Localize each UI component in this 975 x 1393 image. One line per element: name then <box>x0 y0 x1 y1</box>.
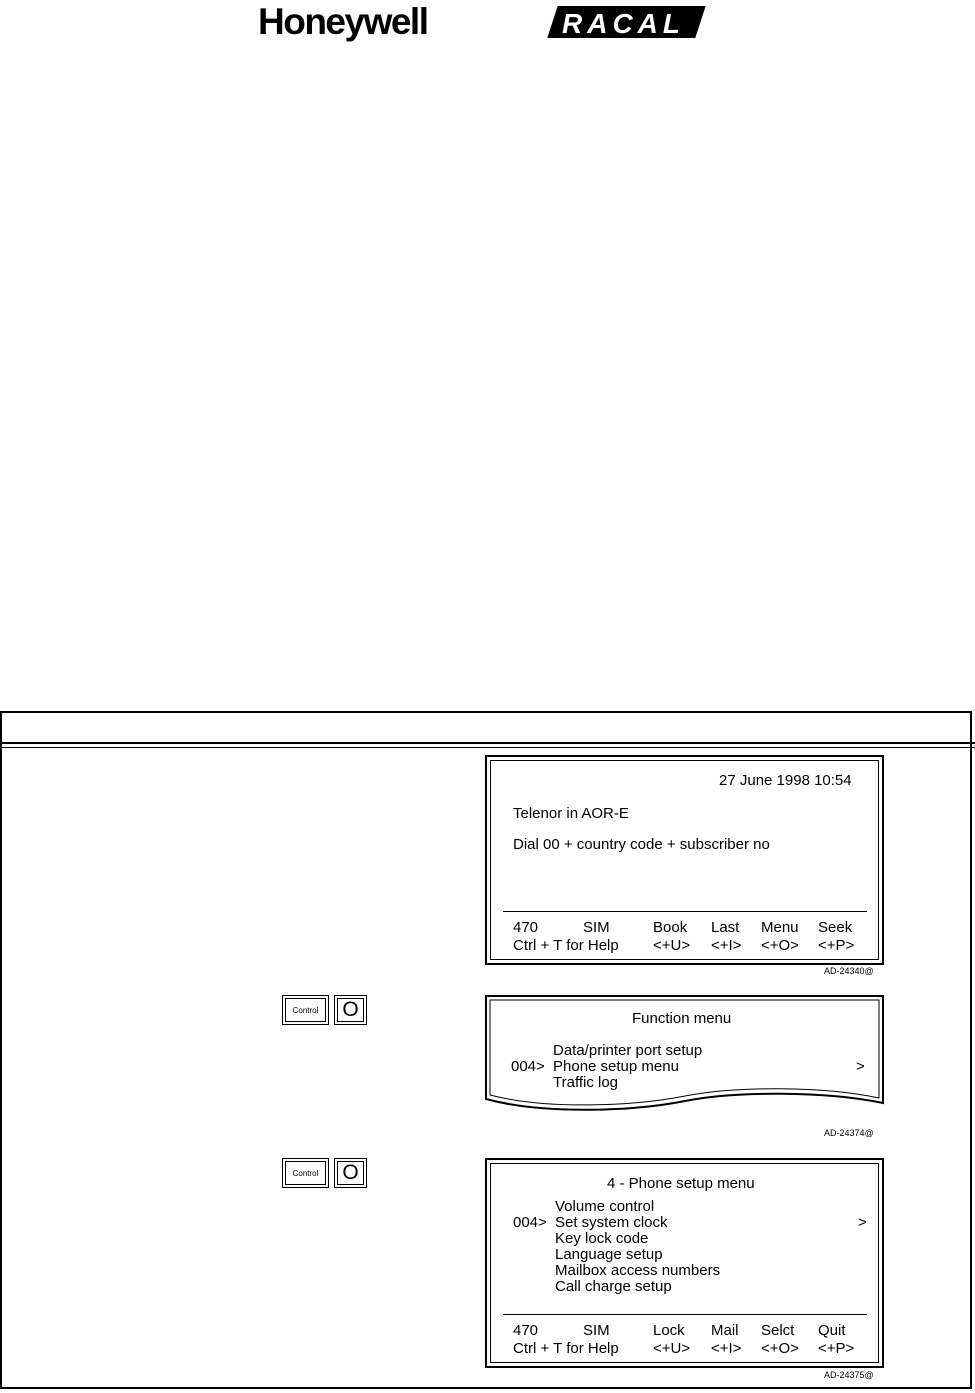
softkey-shortcut-o: <+O> <box>761 937 799 954</box>
function-menu-screen <box>485 995 884 1127</box>
honeywell-logo: Honeywell <box>258 1 428 42</box>
submenu-arrow: > <box>856 1058 865 1075</box>
softkey-label-book: Book <box>653 919 688 936</box>
figure-id: AD-24340@ <box>824 966 874 976</box>
softkey-divider <box>503 911 867 912</box>
svg-text:RACAL: RACAL <box>562 8 685 39</box>
softkey-label-lock: Lock <box>653 1322 685 1339</box>
menu-item: Volume control <box>555 1198 655 1215</box>
help-hint: Ctrl + T for Help <box>513 937 619 954</box>
network-text: Telenor in AOR-E <box>513 805 629 822</box>
datetime-text: 27 June 1998 10:54 <box>719 772 852 789</box>
o-key: O <box>334 995 367 1025</box>
racal-logo <box>546 5 708 39</box>
idle-screen <box>485 755 884 965</box>
menu-item-selected: Set system clock <box>555 1214 668 1231</box>
menu-selector: 004> <box>513 1214 547 1231</box>
figure-id: AD-24374@ <box>824 1128 874 1138</box>
softkey-label-seek: Seek <box>818 919 853 936</box>
phone-setup-screen <box>485 1158 884 1368</box>
menu-item: Mailbox access numbers <box>555 1262 721 1279</box>
submenu-arrow: > <box>858 1214 867 1231</box>
menu-item: Key lock code <box>555 1230 649 1247</box>
menu-item: Traffic log <box>553 1074 619 1091</box>
menu-item: Data/printer port setup <box>553 1042 703 1059</box>
softkey-label-sim: SIM <box>583 919 610 936</box>
table-header-rule <box>0 742 975 744</box>
figure-id: AD-24375@ <box>824 1370 874 1380</box>
control-key: Control <box>282 1158 329 1188</box>
softkey-shortcut-u: <+U> <box>653 1340 691 1357</box>
menu-title: Function menu <box>632 1010 732 1027</box>
softkey-label-selct: Selct <box>761 1322 795 1339</box>
softkey-label-menu: Menu <box>761 919 799 936</box>
softkey-shortcut-i: <+I> <box>711 937 742 954</box>
control-key: Control <box>282 995 329 1025</box>
menu-selector: 004> <box>511 1058 545 1075</box>
table-header-rule-inner <box>0 747 975 748</box>
softkey-shortcut-i: <+I> <box>711 1340 742 1357</box>
softkey-label-mail: Mail <box>711 1322 739 1339</box>
softkey-label-470: 470 <box>513 1322 539 1339</box>
menu-title: 4 - Phone setup menu <box>607 1175 755 1192</box>
softkey-label-quit: Quit <box>818 1322 846 1339</box>
softkey-label-470: 470 <box>513 919 539 936</box>
menu-item: Language setup <box>555 1246 663 1263</box>
softkey-divider <box>503 1314 867 1315</box>
softkey-label-last: Last <box>711 919 740 936</box>
help-hint: Ctrl + T for Help <box>513 1340 619 1357</box>
dial-instruction: Dial 00 + country code + subscriber no <box>513 836 770 853</box>
softkey-shortcut-o: <+O> <box>761 1340 799 1357</box>
o-key: O <box>334 1158 367 1188</box>
menu-item-selected: Phone setup menu <box>553 1058 679 1075</box>
softkey-shortcut-u: <+U> <box>653 937 691 954</box>
softkey-shortcut-p: <+P> <box>818 1340 855 1357</box>
menu-item: Call charge setup <box>555 1278 672 1295</box>
softkey-label-sim: SIM <box>583 1322 610 1339</box>
softkey-shortcut-p: <+P> <box>818 937 855 954</box>
